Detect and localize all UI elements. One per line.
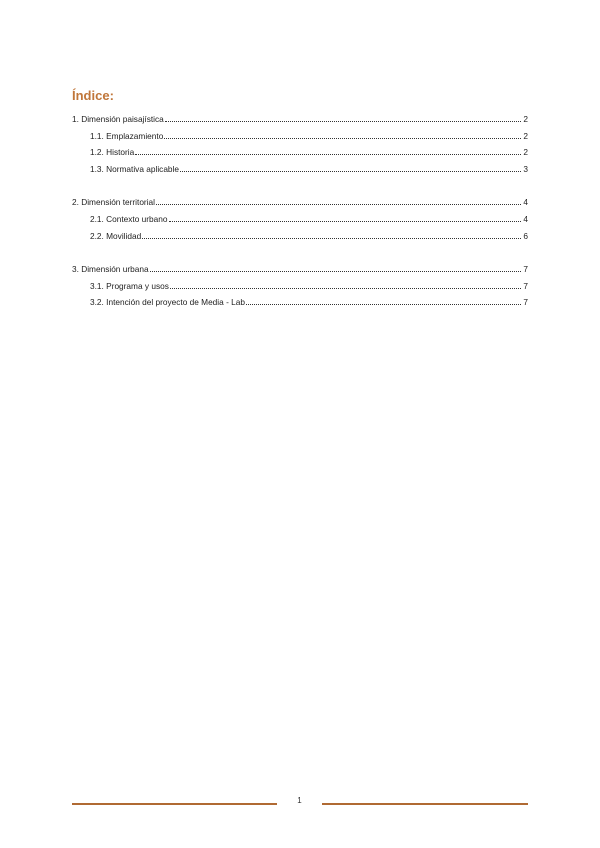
toc-entry-label: 3. Dimensión urbana bbox=[72, 264, 149, 275]
toc-leader-dots bbox=[170, 277, 521, 289]
toc-entry-label: 3.1. Programa y usos bbox=[90, 280, 169, 291]
footer-rule-left bbox=[72, 803, 277, 805]
toc-entry[interactable] bbox=[72, 277, 528, 294]
toc-entry-label: 2. Dimensión territorial bbox=[72, 197, 155, 208]
toc-entry-page: 6 bbox=[523, 230, 528, 241]
toc-entry-label: 1.2. Historia bbox=[90, 147, 135, 158]
toc-entry-page: 4 bbox=[523, 197, 528, 208]
toc-entry-page: 2 bbox=[523, 114, 528, 124]
toc-leader-dots bbox=[165, 110, 521, 122]
toc-entry[interactable] bbox=[72, 110, 528, 127]
toc-entry[interactable] bbox=[72, 293, 528, 310]
toc-leader-dots bbox=[180, 160, 521, 172]
toc-leader-dots bbox=[169, 210, 522, 222]
toc-entry-page: 4 bbox=[523, 213, 528, 224]
page-footer bbox=[72, 796, 528, 810]
toc-leader-dots bbox=[142, 227, 521, 239]
toc-leader-dots bbox=[156, 193, 521, 205]
toc-entry-page: 3 bbox=[523, 163, 528, 174]
toc-entry[interactable] bbox=[72, 227, 528, 244]
toc-entry-page: 7 bbox=[523, 280, 528, 291]
toc-leader-dots bbox=[135, 143, 521, 155]
toc-entry-page: 2 bbox=[523, 147, 528, 158]
toc-entry[interactable] bbox=[72, 127, 528, 144]
toc-entry[interactable] bbox=[72, 193, 528, 210]
toc-entry-label: 1.3. Normativa aplicable bbox=[90, 163, 180, 174]
toc-entry-page: 2 bbox=[523, 130, 528, 141]
toc-entry-label: 1. Dimensión paisajística bbox=[72, 114, 164, 124]
page-number: 1 bbox=[297, 796, 302, 805]
toc-entry-label: 1.1. Emplazamiento bbox=[90, 130, 164, 141]
footer-rule-right bbox=[322, 803, 528, 805]
toc-entry-page: 7 bbox=[523, 297, 528, 308]
toc-entry-label: 3.2. Intención del proyecto de Media - Lab bbox=[90, 297, 245, 308]
toc-entry-label: 2.2. Movilidad bbox=[90, 230, 142, 241]
toc-entry[interactable] bbox=[72, 143, 528, 160]
toc-title: Índice: bbox=[72, 88, 114, 103]
toc-entry-label: 2.1. Contexto urbano bbox=[90, 213, 168, 224]
toc-leader-dots bbox=[164, 127, 521, 139]
table-of-contents bbox=[72, 110, 528, 310]
toc-leader-dots bbox=[150, 260, 521, 272]
toc-entry[interactable] bbox=[72, 260, 528, 277]
toc-leader-dots bbox=[246, 293, 521, 305]
toc-entry[interactable] bbox=[72, 210, 528, 227]
toc-entry[interactable] bbox=[72, 160, 528, 177]
toc-entry-page: 7 bbox=[523, 264, 528, 275]
